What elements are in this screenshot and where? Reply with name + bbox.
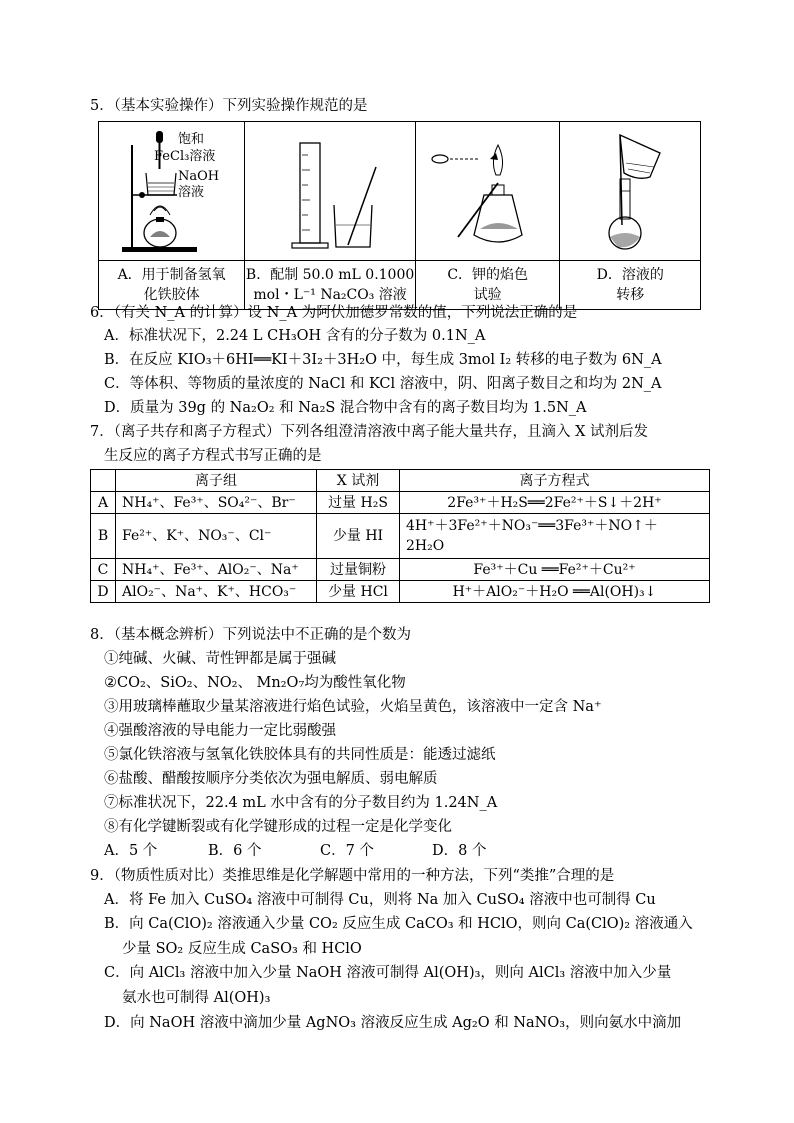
q8-item-5: ⑤氯化铁溶液与氢氧化铁胶体具有的共同性质是：能透过滤纸: [104, 747, 496, 763]
table-row: A NH₄⁺、Fe³⁺、SO₄²⁻、Br⁻ 过量 H₂S 2Fe³⁺＋H₂S══2Fe²⁺＋S↓＋2H⁺: [91, 492, 710, 514]
q5-caption-a: A．用于制备氢氧 化铁胶体: [99, 261, 245, 310]
label-solution: 溶液: [177, 185, 204, 200]
q8-item-1: ①纯碱、火碱、苛性钾都是属于强碱: [104, 651, 336, 667]
q9-option-a: A．将 Fe 加入 CuSO₄ 溶液中可制得 Cu，则将 Na 加入 CuSO₄ 溶液中也可制得 Cu: [104, 892, 656, 908]
q5-caption-d: D．溶液的 转移: [560, 261, 701, 310]
q7-stem-line1: 7．（离子共存和离子方程式）下列各组澄清溶液中离子能大量共存，且滴入 X 试剂后发: [90, 424, 649, 440]
flame-test-illustration: [418, 125, 558, 257]
q9-option-b-cont: 少量 SO₂ 反应生成 CaSO₃ 和 HClO: [122, 941, 362, 957]
table-row: C NH₄⁺、Fe³⁺、AlO₂⁻、Na⁺ 过量铜粉 Fe³⁺＋Cu ══Fe²⁺＋Cu²⁺: [91, 559, 710, 581]
q5-stem: 5．（基本实验操作）下列实验操作规范的是: [90, 98, 368, 114]
q8-choice-c: C．7 个: [320, 843, 374, 859]
q8-item-8: ⑧有化学键断裂或有化学键形成的过程一定是化学变化: [104, 819, 452, 835]
q8-stem: 8．（基本概念辨析）下列说法中不正确的是个数为: [90, 627, 411, 643]
q9-option-c: C．向 AlCl₃ 溶液中加入少量 NaOH 溶液可制得 Al(OH)₃，则向 AlCl₃ 溶液中加入少量: [104, 965, 672, 981]
q5-image-a: [99, 122, 245, 261]
q7-header-equation: 离子方程式: [400, 470, 710, 492]
q5-image-d: [560, 122, 701, 261]
q7-table: [90, 469, 710, 603]
q5-caption-b: B．配制 50.0 mL 0.1000 mol・L⁻¹ Na₂CO₃ 溶液: [245, 261, 416, 310]
q5-apparatus-table: [98, 121, 701, 310]
q9-option-b: B．向 Ca(ClO)₂ 溶液通入少量 CO₂ 反应生成 CaCO₃ 和 HClO，则向 Ca(ClO)₂ 溶液通入: [104, 916, 693, 932]
q8-item-7: ⑦标准状况下，22.4 mL 水中含有的分子数目约为 1.24N_A: [104, 795, 498, 811]
q8-item-3: ③用玻璃棒蘸取少量某溶液进行焰色试验，火焰呈黄色，该溶液中一定含 Na⁺: [104, 699, 602, 715]
q6-option-b: B．在反应 KIO₃＋6HI══KI＋3I₂＋3H₂O 中，每生成 3mol I₂ 转移的电子数为 6N_A: [104, 352, 662, 368]
q6-option-a: A．标准状况下，2.24 L CH₃OH 含有的分子数为 0.1N_A: [104, 328, 486, 344]
table-row: D AlO₂⁻、Na⁺、K⁺、HCO₃⁻ 少量 HCl H⁺＋AlO₂⁻＋H₂O ══Al(OH)₃↓: [91, 581, 710, 603]
label-saturated: 饱和: [177, 132, 204, 147]
solution-transfer-illustration: [562, 125, 698, 257]
q7-header-ions: 离子组: [116, 470, 317, 492]
q6-stem: 6．（有关 N_A 的计算）设 N_A 为阿伏加德罗常数的值，下列说法正确的是: [90, 305, 578, 321]
q6-option-c: C．等体积、等物质的量浓度的 NaCl 和 KCl 溶液中，阴、阳离子数目之和均为 2N_A: [104, 376, 662, 392]
fe-oh3-colloid-setup-illustration: [102, 125, 242, 257]
q8-item-2: ②CO₂、SiO₂、NO₂、 Mn₂O₇均为酸性氧化物: [104, 675, 406, 691]
q5-image-c: [415, 122, 560, 261]
q7-stem-line2: 生反应的离子方程式书写正确的是: [104, 448, 322, 464]
q8-choice-d: D．8 个: [432, 843, 487, 859]
q6-option-d: D．质量为 39g 的 Na₂O₂ 和 Na₂S 混合物中含有的离子数目均为 1.5N_A: [104, 400, 587, 416]
table-row: B Fe²⁺、K⁺、NO₃⁻、Cl⁻ 少量 HI 4H⁺＋3Fe²⁺＋NO₃⁻══3Fe³⁺＋NO↑＋ 2H₂O: [91, 514, 710, 559]
label-fecl3: FeCl₃溶液: [153, 149, 215, 164]
q8-choice-a: A．5 个: [104, 843, 158, 859]
q8-item-4: ④强酸溶液的导电能力一定比弱酸强: [104, 723, 336, 739]
q8-item-6: ⑥盐酸、醋酸按顺序分类依次为强电解质、弱电解质: [104, 771, 438, 787]
q8-choice-b: B．6 个: [208, 843, 262, 859]
q9-stem: 9．（物质性质对比）类推思维是化学解题中常用的一种方法，下列“类推”合理的是: [90, 868, 615, 884]
q7-header-reagent: X 试剂: [317, 470, 400, 492]
q5-image-b: [245, 122, 416, 261]
label-naoh: NaOH: [177, 169, 219, 184]
q9-option-c-cont: 氨水也可制得 Al(OH)₃: [122, 990, 271, 1006]
q9-option-d: D．向 NaOH 溶液中滴加少量 AgNO₃ 溶液反应生成 Ag₂O 和 NaNO₃，则向氨水中滴加: [104, 1015, 682, 1031]
cylinder-beaker-illustration: [250, 125, 410, 257]
q5-caption-c: C．钾的焰色 试验: [415, 261, 560, 310]
